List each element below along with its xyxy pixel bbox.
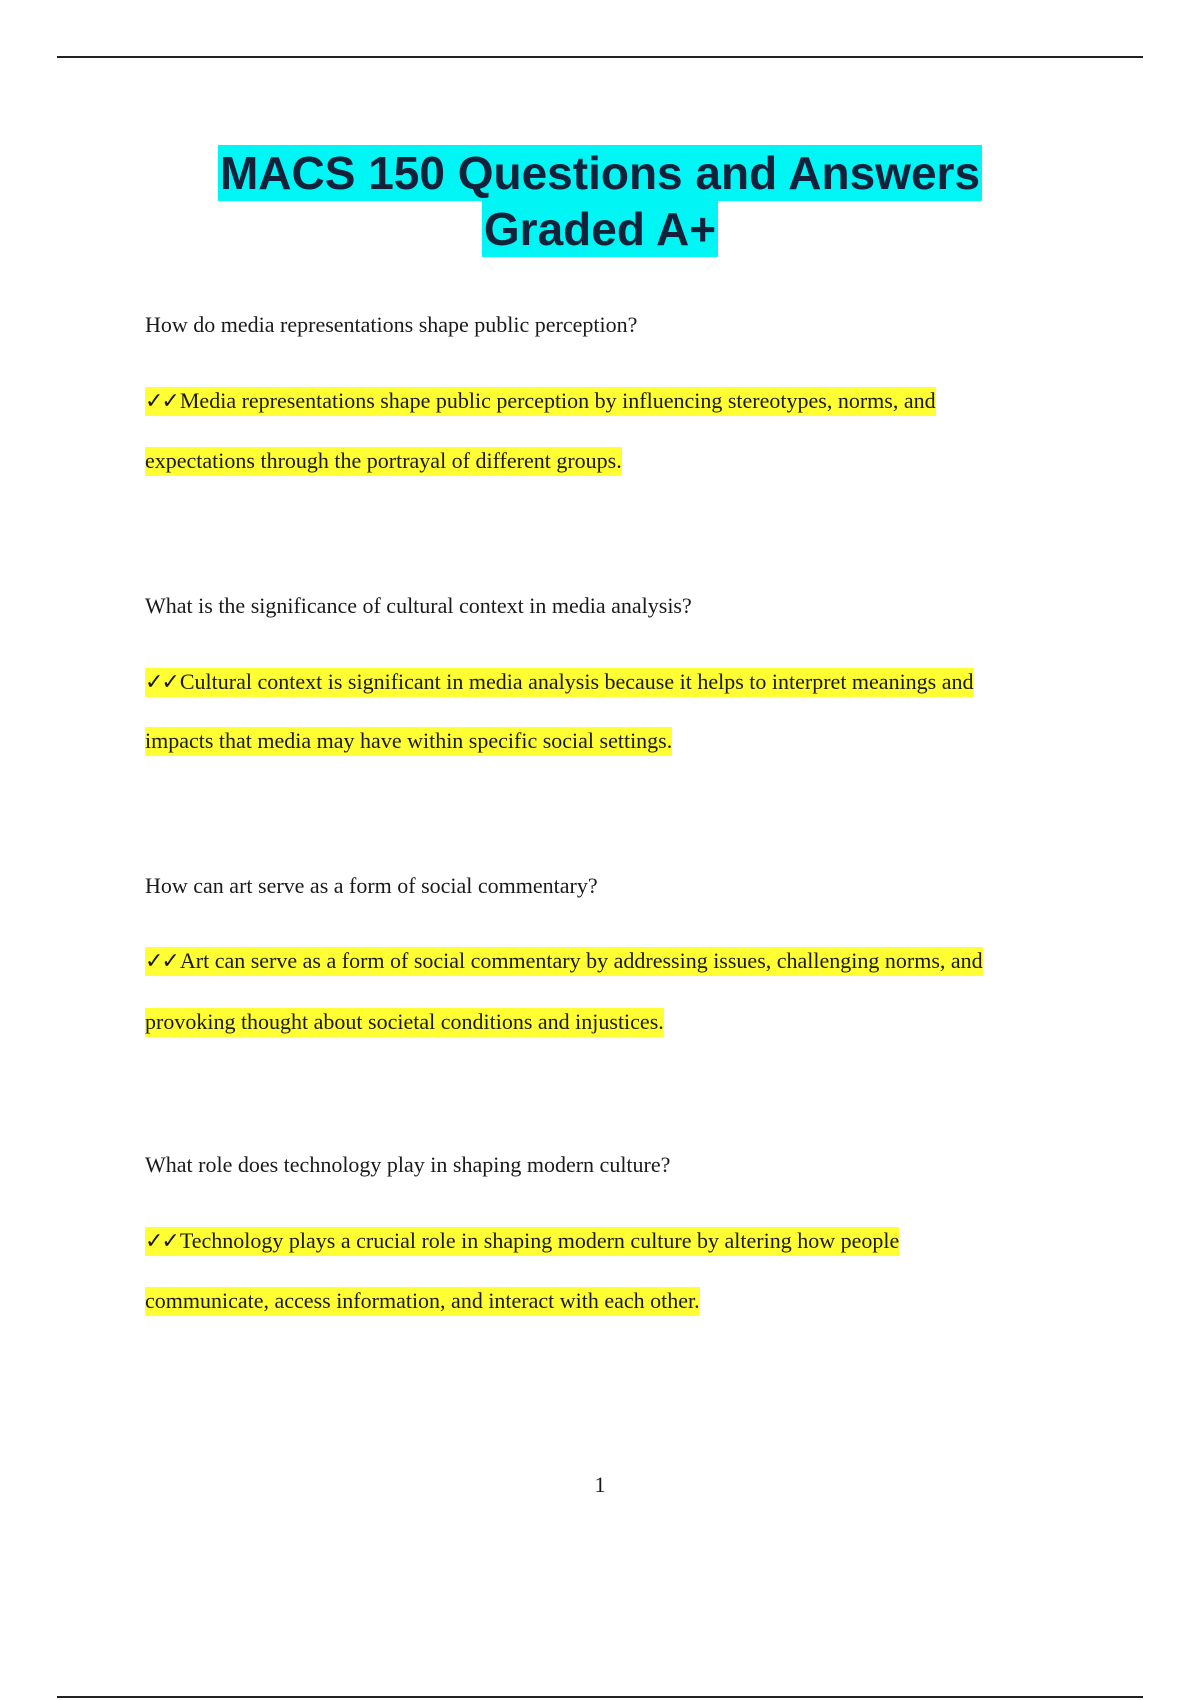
answer-2-line-1: ✓✓Cultural context is significant in media analysis because it helps to interpret meanings and bbox=[145, 669, 974, 695]
answer-1-line-2: expectations through the portrayal of different groups. bbox=[145, 446, 622, 476]
answer-4-line-1: ✓✓Technology plays a crucial role in shaping modern culture by altering how people bbox=[145, 1228, 900, 1254]
question-3: How can art serve as a form of social commentary? bbox=[145, 873, 598, 898]
answer-2-line-2: impacts that media may have within specific social settings. bbox=[145, 726, 672, 756]
answer-3-line-1: ✓✓Art can serve as a form of social commentary by addressing issues, challenging norms, and bbox=[145, 948, 983, 974]
qa-block-2 bbox=[145, 591, 1085, 753]
answer-1-line-1: ✓✓Media representations shape public perception by influencing stereotypes, norms, and bbox=[145, 388, 936, 414]
answer-3-line-2: provoking thought about societal conditions and injustices. bbox=[145, 1007, 664, 1037]
page-title bbox=[0, 145, 1200, 257]
question-2: What is the significance of cultural context in media analysis? bbox=[145, 593, 692, 618]
double-check-icon: ✓✓ bbox=[145, 389, 178, 414]
double-check-icon: ✓✓ bbox=[145, 670, 178, 695]
answer-4-line-2: communicate, access information, and interact with each other. bbox=[145, 1286, 700, 1316]
double-check-icon: ✓✓ bbox=[145, 949, 178, 974]
title-line-2: Graded A+ bbox=[483, 203, 717, 255]
title-line-1: MACS 150 Questions and Answers bbox=[219, 147, 981, 199]
bottom-rule bbox=[57, 1696, 1143, 1698]
qa-block-3 bbox=[145, 871, 1085, 1034]
question-4: What role does technology play in shaping modern culture? bbox=[145, 1152, 671, 1177]
page-number: 1 bbox=[594, 1472, 606, 1497]
top-rule bbox=[57, 56, 1143, 58]
question-1: How do media representations shape public perception? bbox=[145, 312, 638, 337]
qa-block-4 bbox=[145, 1150, 1085, 1313]
double-check-icon: ✓✓ bbox=[145, 1229, 178, 1254]
qa-block-1 bbox=[145, 310, 1085, 473]
